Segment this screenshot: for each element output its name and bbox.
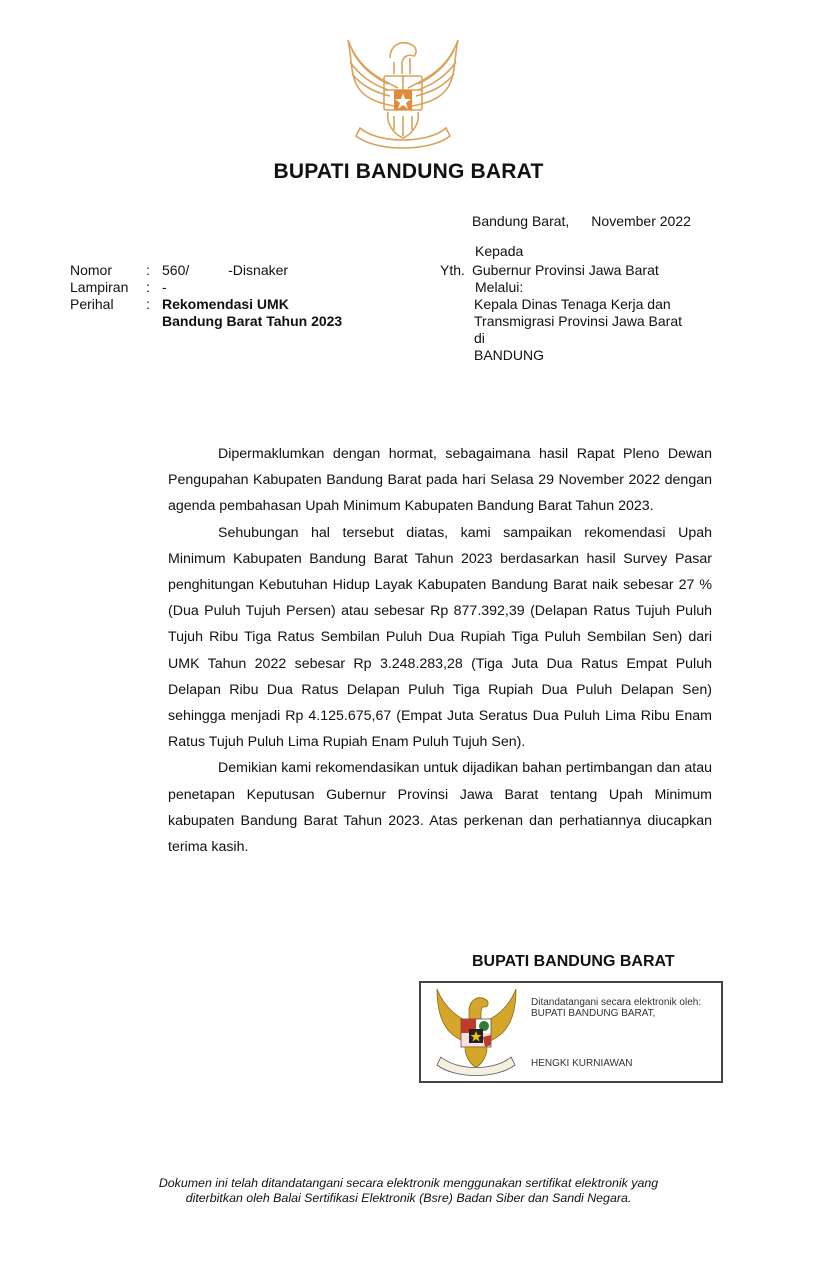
nomor-label: Nomor (70, 262, 113, 278)
nomor-value: 560/ -Disnaker (162, 262, 289, 278)
recipient-line-2: Melalui: (475, 279, 524, 295)
signature-details (531, 997, 701, 1019)
lampiran-label: Lampiran (70, 279, 129, 295)
recipient-line-5: di (474, 330, 485, 346)
perihal-line-2: Bandung Barat Tahun 2023 (162, 313, 343, 329)
recipient-line-1: Gubernur Provinsi Jawa Barat (472, 262, 659, 278)
footer-note (0, 1176, 817, 1206)
lampiran-value: - (162, 279, 167, 295)
letterhead-title: BUPATI BANDUNG BARAT (273, 160, 544, 183)
meta-row-lampiran (70, 279, 342, 296)
place-name: Bandung Barat, (472, 213, 570, 229)
letter-meta (70, 262, 342, 330)
signed-by-label: Ditandatangani secara elektronik oleh: (531, 997, 702, 1008)
kepada-label: Kepada (475, 243, 524, 259)
recipient-line-6: BANDUNG (474, 347, 545, 363)
garuda-emblem-color-icon (429, 985, 524, 1080)
letter-date: November 2022 (591, 213, 691, 229)
recipient-line-4: Transmigrasi Provinsi Jawa Barat (474, 313, 682, 329)
separator: : (146, 296, 150, 312)
signer-name: HENGKI KURNIAWAN (531, 1058, 633, 1069)
separator: : (146, 262, 150, 278)
footer-line-2: diterbitkan oleh Balai Sertifikasi Elektronik (Bsre) Badan Siber dan Sandi Negara. (185, 1191, 632, 1205)
body-paragraph: Demikian kami rekomendasikan untuk dijadikan bahan pertimbangan dan atau penetapan Keputusan Gubernur Provinsi Jawa Barat tentang Upah Minimum kabupaten Bandung Barat Tahun 2023. Atas perkenan dan perhatiannya diucapkan terima kasih. (168, 760, 712, 856)
letter-body (168, 441, 712, 860)
meta-row-perihal (70, 296, 342, 330)
perihal-value (162, 296, 342, 330)
recipient-block (440, 243, 682, 364)
separator: : (146, 279, 150, 295)
date-line (472, 213, 691, 229)
signed-by-office: BUPATI BANDUNG BARAT, (531, 1008, 656, 1019)
perihal-label: Perihal (70, 296, 114, 312)
signature-title: BUPATI BANDUNG BARAT (472, 953, 675, 970)
body-paragraph: Dipermaklumkan dengan hormat, sebagaimana hasil Rapat Pleno Dewan Pengupahan Kabupaten Bandung Barat pada hari Selasa 29 November 2022 dengan agenda pembahasan Upah Minimum Kabupaten Bandung Barat Tahun 2023. (168, 446, 712, 515)
body-paragraph: Sehubungan hal tersebut diatas, kami sampaikan rekomendasi Upah Minimum Kabupaten Bandung Barat Tahun 2023 berdasarkan hasil Survey Pasar penghitungan Kebutuhan Hidup Layak Kabupaten Bandung Barat naik sebesar 27 % (Dua Puluh Tujuh Persen) atau sebesar Rp 877.392,39 (Delapan Ratus Tujuh Puluh Tujuh Ribu Tiga Ratus Sembilan Puluh Dua Rupiah Tiga Puluh Sembilan Sen) dari UMK Tahun 2022 sebesar Rp 3.248.283,28 (Tiga Juta Dua Ratus Empat Puluh Delapan Ribu Dua Ratus Delapan Puluh Tiga Rupiah Dua Puluh Delapan Sen) sehingga menjadi Rp 4.125.675,67 (Empat Juta Seratus Dua Puluh Lima Ribu Enam Ratus Tujuh Puluh Lima Rupiah Enam Puluh Tujuh Sen). (168, 524, 712, 751)
garuda-emblem-icon (338, 28, 468, 156)
footer-line-1: Dokumen ini telah ditandatangani secara elektronik menggunakan sertifikat elektronik yang (158, 1176, 659, 1190)
recipient-line-3: Kepala Dinas Tenaga Kerja dan (474, 296, 671, 312)
perihal-line-1: Rekomendasi UMK (162, 296, 289, 312)
yth-label: Yth. (440, 262, 465, 278)
electronic-signature-box (419, 981, 723, 1083)
meta-row-nomor (70, 262, 342, 279)
